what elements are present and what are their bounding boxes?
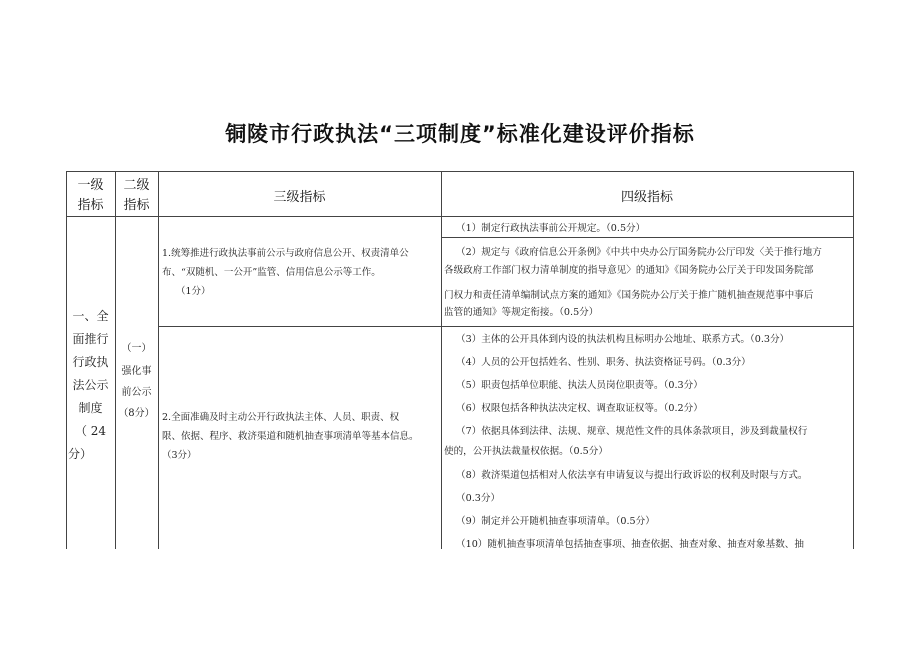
table-border-top <box>66 171 854 172</box>
level1-line: 分） <box>68 447 93 461</box>
level4-item: （1）制定行政执法事前公开规定。（0.5分） <box>456 223 646 234</box>
row-divider-level4-1 <box>441 237 854 238</box>
level3-item-2 <box>162 408 442 465</box>
column-divider-2 <box>158 171 159 549</box>
level2-line: 强化事 <box>121 366 152 377</box>
level2-line: 前公示 <box>121 387 152 398</box>
header-level4: 四级指标 <box>620 190 673 205</box>
level4-item: 各级政府工作部门权力清单制度的指导意见〉的通知》《国务院办公厅关于印发国务院部 <box>444 265 814 276</box>
table-border-right <box>853 171 854 549</box>
header-level2-line1: 二级 <box>123 178 150 193</box>
level3-item-2-line: 2.全面准确及时主动公开行政执法主体、人员、职责、权 <box>162 412 400 423</box>
level4-item: 使的，公开执法裁量权依据。（0.5分） <box>444 446 608 457</box>
level1-line: 制度 <box>78 401 103 415</box>
level1-line: 法公示 <box>72 378 109 392</box>
level4-item: （5）职责包括单位职能、执法人员岗位职责等。（0.3分） <box>456 380 703 391</box>
level1-line: 行政执 <box>72 355 109 369</box>
level4-item: （10）随机抽查事项清单包括抽查事项、抽查依据、抽查对象、抽查对象基数、抽 <box>456 539 804 550</box>
level4-item: （6）权限包括各种执法决定权、调查取证权等。（0.2分） <box>456 403 703 414</box>
level1-cell <box>66 302 115 469</box>
header-level2-line2: 指标 <box>123 198 150 213</box>
level3-item-1-line: （1分） <box>176 286 211 297</box>
level2-line: （一） <box>121 343 152 354</box>
level4-item: （4）人员的公开包括姓名、性别、职务、执法资格证号码。（0.3分） <box>456 357 751 368</box>
level2-line: （8分） <box>118 408 155 419</box>
level4-item: （7）依据具体到法律、法规、规章、规范性文件的具体条款项目，涉及到裁量权行 <box>456 426 808 437</box>
header-level1-line1: 一级 <box>77 178 104 193</box>
header-level1 <box>66 176 115 216</box>
level1-line: 一、全 <box>72 309 109 323</box>
level1-line: 面推行 <box>72 332 109 346</box>
level2-cell <box>115 338 158 424</box>
header-level1-line2: 指标 <box>77 198 104 213</box>
table-header-bottom <box>66 216 854 217</box>
header-level3: 三级指标 <box>273 190 326 205</box>
level4-item: 门权力和责任清单编制试点方案的通知》《国务院办公厅关于推广随机抽查规范事中事后 <box>444 290 814 301</box>
level3-item-2-line: 限、依据、程序、救济渠道和随机抽查事项清单等基本信息。 <box>162 431 419 442</box>
level4-item: （3）主体的公开具体到内设的执法机构且标明办公地址、联系方式。（0.3分） <box>456 334 790 345</box>
level1-line: （ 24 <box>74 424 107 438</box>
level4-item: （2）规定与《政府信息公开条例》《中共中央办公厅国务院办公厅印发〈关于推行地方 <box>456 247 822 258</box>
level3-item-1-line: 1.统筹推进行政执法事前公示与政府信息公开、权责清单公 <box>162 248 409 259</box>
level4-item: 监管的通知》等规定衔接。（0.5分） <box>444 307 599 318</box>
level4-item: （0.3分） <box>456 493 501 504</box>
level3-item-1 <box>162 244 442 301</box>
header-level2 <box>115 176 158 216</box>
level3-item-2-line: （3分） <box>162 450 197 461</box>
level3-item-1-line: 布、“双随机、一公开”监管、信用信息公示等工作。 <box>162 267 381 278</box>
level4-item: （8）救济渠道包括相对人依法享有申请复议与提出行政诉讼的权利及时限与方式。 <box>456 470 808 481</box>
level4-item: （9）制定并公开随机抽查事项清单。（0.5分） <box>456 516 655 527</box>
column-divider-3 <box>441 171 442 549</box>
page-title: 铜陵市行政执法“三项制度”标准化建设评价指标 <box>225 122 695 146</box>
row-divider-level3 <box>158 326 854 327</box>
